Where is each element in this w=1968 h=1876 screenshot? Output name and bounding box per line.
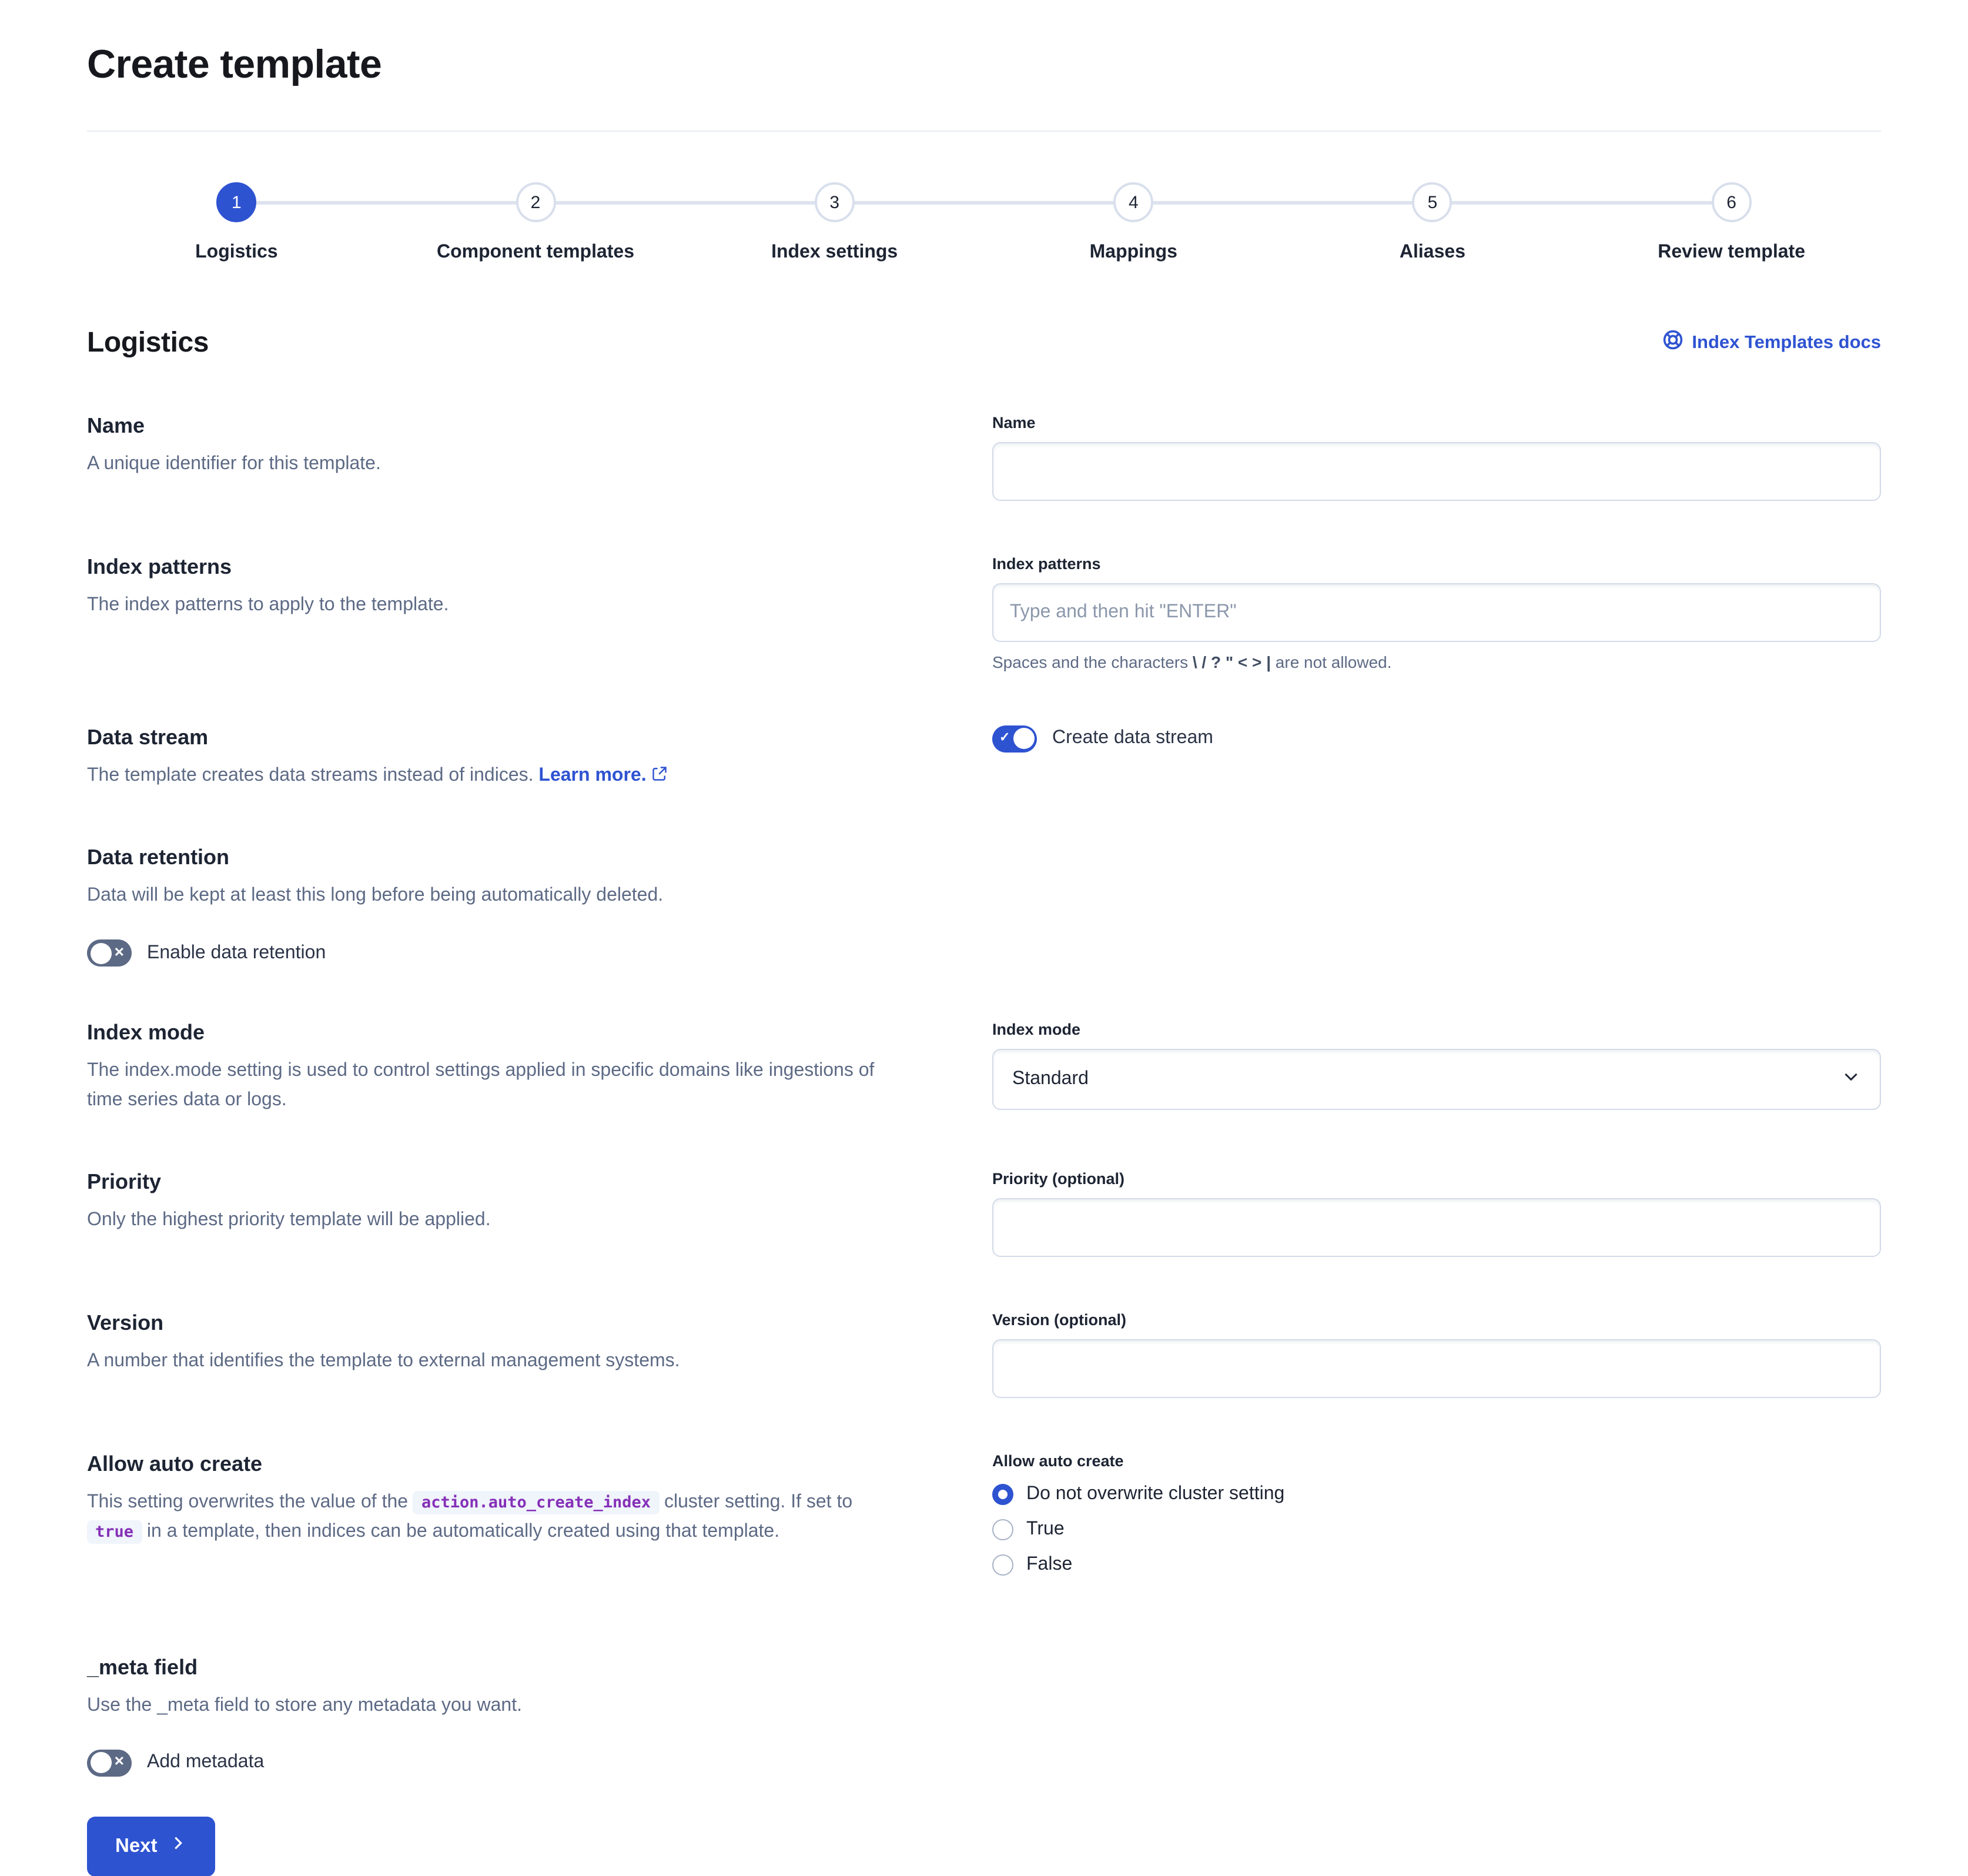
- auto-create-index-code: action.auto_create_index: [413, 1491, 659, 1514]
- create-data-stream-toggle-label: Create data stream: [1052, 728, 1213, 748]
- index-templates-docs-link[interactable]: [1662, 329, 1881, 356]
- check-icon: ✓: [999, 731, 1010, 745]
- title-divider: [87, 131, 1881, 132]
- docs-link-label: Index Templates docs: [1692, 332, 1881, 353]
- step-component-templates[interactable]: [386, 181, 685, 265]
- step-5-label: Aliases: [1399, 242, 1465, 262]
- priority-form-row: [87, 1170, 1881, 1257]
- radio-unselected-icon: [992, 1519, 1013, 1540]
- step-logistics[interactable]: [87, 181, 386, 265]
- step-index-settings[interactable]: [685, 181, 984, 265]
- index-mode-form-row: [87, 1021, 1881, 1115]
- priority-description: Only the highest priority template will be applied.: [87, 1209, 491, 1230]
- version-input[interactable]: [992, 1339, 1881, 1398]
- index-patterns-description: The index patterns to apply to the template.: [87, 594, 449, 615]
- next-button[interactable]: [87, 1816, 215, 1876]
- index-mode-heading: Index mode: [87, 1021, 205, 1045]
- radio-do-not-overwrite[interactable]: Do not overwrite cluster setting: [992, 1484, 1881, 1505]
- data-stream-heading: Data stream: [87, 725, 209, 749]
- data-retention-heading: Data retention: [87, 845, 230, 870]
- name-description: A unique identifier for this template.: [87, 453, 381, 474]
- radio-unselected-icon: [992, 1554, 1013, 1576]
- index-patterns-heading: Index patterns: [87, 554, 232, 578]
- name-heading: Name: [87, 413, 145, 437]
- step-mappings[interactable]: [984, 181, 1283, 265]
- step-review-template[interactable]: [1582, 181, 1881, 265]
- meta-field-form-row: [87, 1656, 1881, 1777]
- add-metadata-toggle[interactable]: [87, 1749, 132, 1776]
- create-data-stream-toggle[interactable]: [992, 725, 1037, 752]
- help-lifering-icon: [1662, 329, 1683, 356]
- index-patterns-input[interactable]: [992, 583, 1881, 641]
- name-input-label: Name: [992, 413, 1036, 432]
- step-6-label: Review template: [1658, 242, 1805, 262]
- data-retention-form-row: [87, 846, 1881, 967]
- step-3-label: Index settings: [771, 242, 898, 262]
- allow-auto-create-description: This setting overwrites the value of the action.auto_create_index cluster setting. If set to true in a template, then indices can be automatically created using that template.: [87, 1489, 898, 1547]
- priority-input-label: Priority (optional): [992, 1169, 1124, 1188]
- forbidden-characters: \ / ? " < > |: [1192, 652, 1271, 671]
- priority-input[interactable]: [992, 1198, 1881, 1257]
- meta-field-heading: _meta field: [87, 1655, 198, 1679]
- step-6-circle: 6: [1712, 182, 1752, 222]
- chevron-down-icon: [1841, 1066, 1861, 1092]
- index-mode-select[interactable]: [992, 1049, 1881, 1110]
- section-title: Logistics: [87, 326, 209, 359]
- allow-auto-create-heading: Allow auto create: [87, 1452, 263, 1476]
- index-mode-selected-value: Standard: [1012, 1069, 1089, 1089]
- chevron-right-icon: [169, 1834, 187, 1858]
- version-input-label: Version (optional): [992, 1310, 1127, 1329]
- version-form-row: [87, 1311, 1881, 1398]
- step-5-circle: 5: [1413, 182, 1452, 222]
- external-link-icon: [651, 763, 668, 792]
- index-patterns-form-row: [87, 554, 1881, 671]
- data-retention-description: Data will be kept at least this long before being automatically deleted.: [87, 885, 664, 906]
- enable-data-retention-toggle-label: Enable data retention: [147, 942, 326, 963]
- name-form-row: [87, 413, 1881, 500]
- radio-false[interactable]: False: [992, 1554, 1881, 1576]
- step-1-circle: 1: [216, 182, 256, 222]
- add-metadata-toggle-label: Add metadata: [147, 1752, 265, 1773]
- page-title: Create template: [87, 42, 382, 87]
- version-heading: Version: [87, 1310, 164, 1335]
- learn-more-link[interactable]: Learn more.: [538, 765, 647, 785]
- step-3-circle: 3: [815, 182, 855, 222]
- step-indicator: [87, 181, 1881, 265]
- true-code: true: [87, 1520, 142, 1543]
- version-description: A number that identifies the template to external management systems.: [87, 1350, 680, 1371]
- data-stream-description: The template creates data streams instead of indices. Learn more.: [87, 761, 898, 792]
- data-stream-form-row: [87, 725, 1881, 792]
- allow-auto-create-form-row: [87, 1452, 1881, 1590]
- allow-auto-create-label: Allow auto create: [992, 1452, 1124, 1470]
- radio-true[interactable]: True: [992, 1519, 1881, 1540]
- cross-icon: ✕: [113, 945, 125, 960]
- step-aliases[interactable]: [1283, 181, 1582, 265]
- step-2-label: Component templates: [436, 242, 634, 262]
- priority-heading: Priority: [87, 1169, 162, 1193]
- next-button-label: Next: [115, 1835, 158, 1857]
- cross-icon: ✕: [113, 1755, 125, 1770]
- index-patterns-help-text: Spaces and the characters \ / ? " < > | are not allowed.: [992, 652, 1392, 671]
- step-2-circle: 2: [516, 182, 555, 222]
- step-4-circle: 4: [1113, 182, 1153, 222]
- step-4-label: Mappings: [1089, 242, 1177, 262]
- radio-selected-icon: [992, 1484, 1013, 1505]
- step-1-label: Logistics: [195, 242, 278, 262]
- meta-field-description: Use the _meta field to store any metadata you want.: [87, 1695, 522, 1716]
- index-mode-description: The index.mode setting is used to control settings applied in specific domains like ingestions of time series data or logs.: [87, 1061, 875, 1110]
- name-input[interactable]: [992, 442, 1881, 500]
- index-mode-select-label: Index mode: [992, 1021, 1081, 1039]
- index-patterns-input-label: Index patterns: [992, 554, 1101, 573]
- enable-data-retention-toggle[interactable]: [87, 939, 132, 967]
